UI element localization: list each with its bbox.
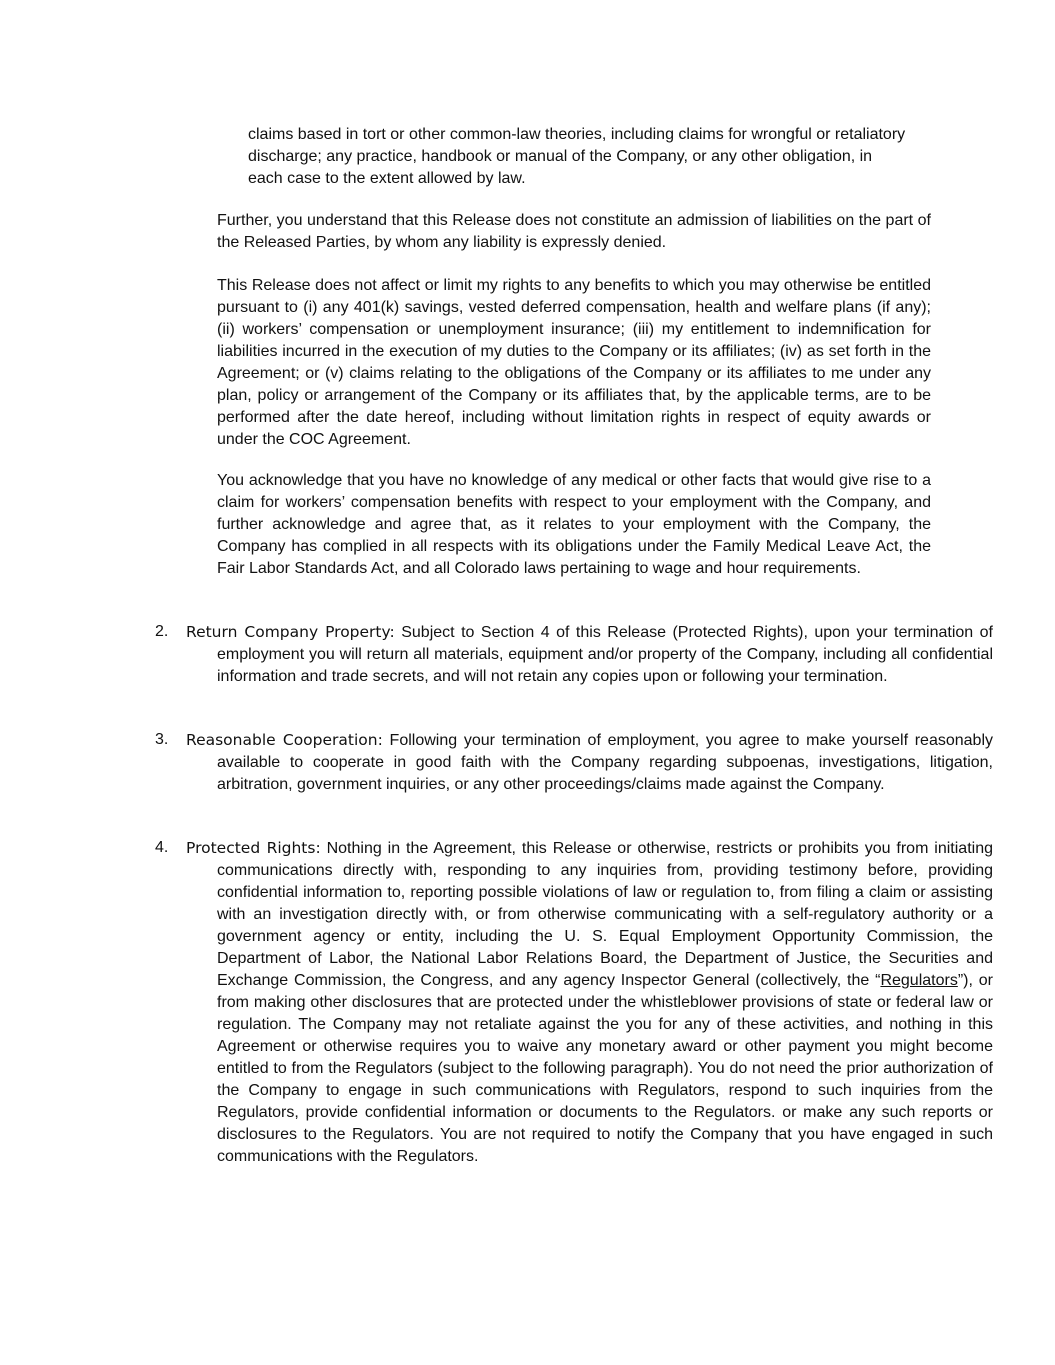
section-text-before: Nothing in the Agreement, this Release or otherwise, restricts or prohibits you from initiating communications directly with, responding to any inquiries from, providing testimony before, providing confidential information to, reporting possible violations of law or regulation to, from filing a claim or assisting with an investigation directly with, or from otherwise communicating with a self-regulatory authority or a government agency or entity, including the U. S. Equal Employment Opportunity Commission, the Department of Labor, the National Labor Relations Board, the Department of Justice, the Securities and Exchange Commission, the Congress, and any agency Inspector General (collectively, the “: [217, 840, 994, 989]
section-return-company-property: [155, 621, 993, 688]
section-heading: Return Company Property:: [186, 623, 395, 641]
section-number: 3.: [155, 731, 169, 748]
section-text-after: ”), or from making other disclosures that are protected under the whistleblower provisions of state or federal law or regulation. The Company may not retaliate against the you for any of these activities, and nothing in this Agreement or otherwise requires you to waive any monetary award or other payment you might become entitled to from the Regulators (subject to the following paragraph). You do not need the prior authorization of the Company to engage in such communications with Regulators, respond to such inquiries from the Regulators, provide confidential information or documents to the Regulators. or make any such reports or disclosures to the Regulators. You are not required to notify the Company that you have engaged in such communications with the Regulators.: [217, 972, 993, 1165]
section-number: 4.: [155, 839, 169, 856]
section-heading: Protected Rights:: [186, 839, 321, 857]
section-number: 2.: [155, 623, 169, 640]
paragraph-benefits-not-affected: This Release does not affect or limit my rights to any benefits to which you may otherwise be entitled pursuant to (i) any 401(k) savings, vested deferred compensation, health and welfare plans (if any); (ii) workers’ compensation or unemployment insurance; (iii) my entitlement to indemnification for liabilities incurred in the execution of my duties to the Company or its affiliates; (iv) as set forth in the Agreement; or (v) claims relating to the obligations of the Company or its affiliates to me under any plan, policy or arrangement of the Company or its affiliates that, by the applicable terms, are to be performed after the date hereof, including without limitation rights in respect of equity awards or under the COC Agreement.: [217, 277, 931, 448]
section-protected-rights: [155, 837, 993, 1168]
section-reasonable-cooperation: [155, 729, 993, 796]
paragraph-acknowledgement: You acknowledge that you have no knowledge of any medical or other facts that would give rise to a claim for workers’ compensation benefits with respect to your employment with the Company, and further acknowledge and agree that, as it relates to your employment with the Company, the Company has complied in all respects with its obligations under the Family Medical Leave Act, the Fair Labor Standards Act, and all Colorado laws pertaining to wage and hour requirements.: [217, 472, 931, 577]
section-text: Subject to Section 4 of this Release (Protected Rights), upon your termination of employment you will return all materials, equipment and/or property of the Company, including all confidential information and trade secrets, and will not retain any copies upon or following your termination.: [217, 624, 993, 685]
continuation-clause: claims based in tort or other common-law theories, including claims for wrongful or retaliatory discharge; any practice, handbook or manual of the Company, or any other obligation, in each case to the extent allowed by law.: [248, 126, 906, 187]
paragraph-no-admission: Further, you understand that this Release does not constitute an admission of liabilities on the part of the Released Parties, by whom any liability is expressly denied.: [217, 212, 931, 251]
defined-term-regulators: Regulators: [880, 972, 958, 989]
section-heading: Reasonable Cooperation:: [186, 731, 383, 749]
section-text: Following your termination of employment, you agree to make yourself reasonably available to cooperate in good faith with the Company regarding subpoenas, investigations, litigation, arbitration, government inquiries, or any other proceedings/claims made against the Company.: [217, 732, 994, 793]
